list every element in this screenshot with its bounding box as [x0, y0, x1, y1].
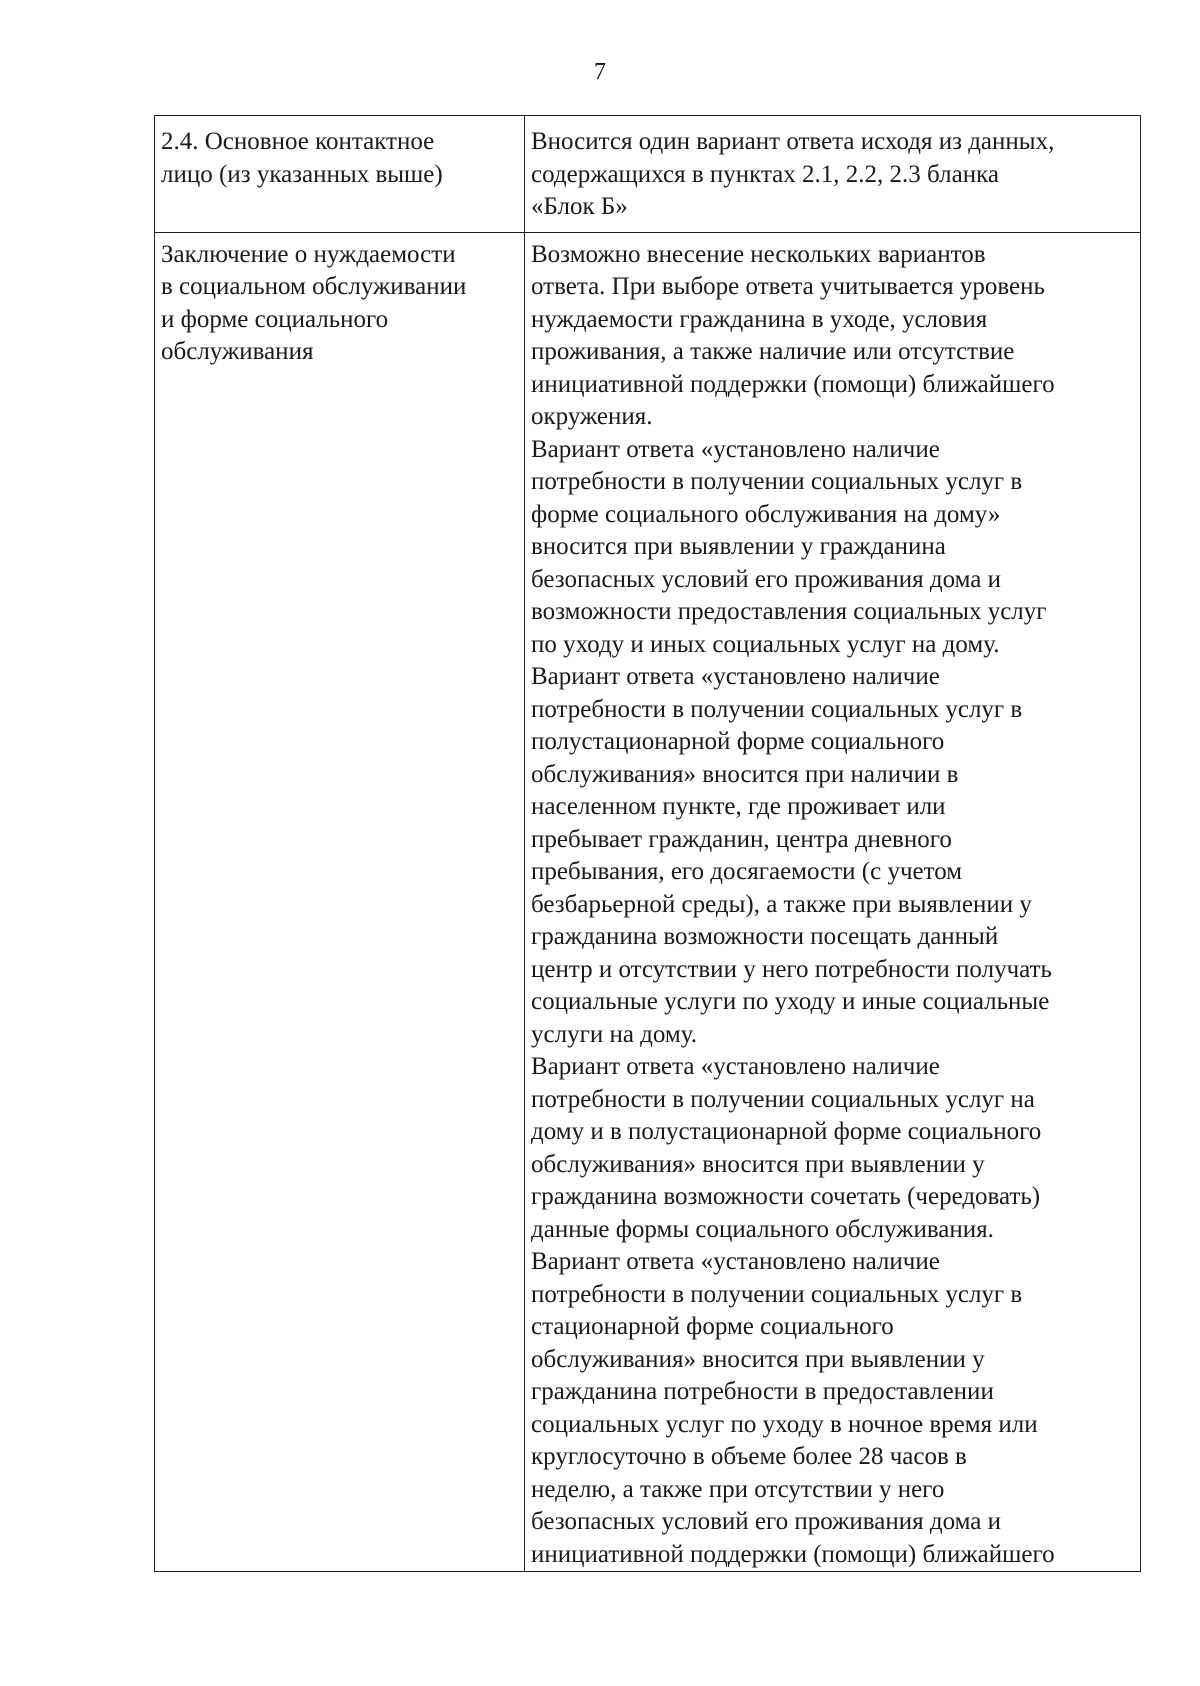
page-number: 7 — [594, 59, 606, 85]
text-line: Вариант ответа «установлено наличие — [531, 1053, 940, 1080]
text-line: пребывает гражданин, центра дневного — [531, 825, 952, 853]
text-line: проживания, а также наличие или отсутствие — [531, 338, 1015, 365]
text-line: безопасных условий его проживания дома и — [531, 1508, 1001, 1535]
text-line: обслуживания» вносится при выявлении у — [531, 1150, 985, 1178]
document-table — [154, 115, 1141, 1572]
text-line: и форме социального — [161, 305, 389, 333]
text-line: обслуживания» вносится при наличии в — [531, 760, 959, 788]
table-cell-description — [525, 232, 1141, 1572]
text-line: Возможно внесение нескольких вариантов — [531, 240, 986, 268]
text-line: вносится при выявлении у гражданина — [531, 533, 946, 560]
table-cell-field — [155, 116, 525, 233]
text-line: социальных услуг по уходу в ночное время или — [531, 1410, 1038, 1438]
table-cell-field — [155, 232, 525, 1572]
text-line: стационарной форме социального — [531, 1313, 894, 1340]
text-line: безопасных условий его проживания дома и — [531, 565, 1001, 593]
text-line: гражданина потребности в предоставлении — [531, 1378, 994, 1405]
text-line: Вариант ответа «установлено наличие — [531, 663, 940, 690]
table-cell-description — [525, 116, 1141, 233]
text-line: по уходу и иных социальных услуг на дому. — [531, 630, 1000, 658]
table-row — [155, 232, 1141, 1572]
text-line: форме социального обслуживания на дому» — [531, 500, 1001, 528]
text-line: Заключение о нуждаемости — [161, 240, 456, 268]
cell-text — [531, 239, 1134, 1572]
text-line: нуждаемости гражданина в уходе, условия — [531, 305, 988, 333]
text-line: инициативной поддержки (помощи) ближайшего — [531, 1540, 1055, 1568]
text-line: окружения. — [531, 403, 653, 430]
text-line: данные формы социального обслуживания. — [531, 1215, 994, 1243]
text-line: неделю, а также при отсутствии у него — [531, 1475, 945, 1503]
text-line: Вносится один вариант ответа исходя из данных, — [531, 128, 1055, 155]
table-row — [155, 116, 1141, 233]
text-line: обслуживания — [161, 338, 314, 365]
text-line: гражданина возможности сочетать (чередовать) — [531, 1183, 1041, 1210]
text-line: потребности в получении социальных услуг на — [531, 1085, 1035, 1113]
text-line: потребности в получении социальных услуг в — [531, 1280, 1023, 1308]
cell-text — [531, 126, 1134, 224]
text-line: содержащихся в пунктах 2.1, 2.2, 2.3 бланка — [531, 160, 999, 188]
text-line: ответа. При выборе ответа учитывается уровень — [531, 273, 1045, 300]
cell-text — [161, 239, 518, 369]
text-line: 2.4. Основное контактное — [161, 128, 435, 155]
text-line: лицо (из указанных выше) — [161, 160, 443, 188]
text-line: Вариант ответа «установлено наличие — [531, 435, 940, 463]
cell-text — [161, 126, 518, 191]
text-line: гражданина возможности посещать данный — [531, 923, 999, 950]
text-line: в социальном обслуживании — [161, 273, 467, 300]
text-line: обслуживания» вносится при выявлении у — [531, 1345, 985, 1373]
text-line: пребывания, его досягаемости (с учетом — [531, 858, 963, 885]
text-line: «Блок Б» — [531, 193, 628, 220]
text-line: услуги на дому. — [531, 1020, 697, 1048]
text-line: потребности в получении социальных услуг в — [531, 468, 1023, 495]
text-line: центр и отсутствии у него потребности получать — [531, 955, 1052, 983]
text-line: круглосуточно в объеме более 28 часов в — [531, 1443, 967, 1470]
text-line: Вариант ответа «установлено наличие — [531, 1248, 940, 1275]
text-line: дому и в полустационарной форме социального — [531, 1118, 1042, 1145]
text-line: населенном пункте, где проживает или — [531, 793, 946, 820]
text-line: социальные услуги по уходу и иные социальные — [531, 988, 1050, 1015]
text-line: безбарьерной среды), а также при выявлении у — [531, 890, 1032, 918]
text-line: инициативной поддержки (помощи) ближайшего — [531, 370, 1055, 398]
text-line: полустационарной форме социального — [531, 728, 945, 755]
text-line: потребности в получении социальных услуг в — [531, 695, 1023, 723]
text-line: возможности предоставления социальных услуг — [531, 598, 1047, 625]
